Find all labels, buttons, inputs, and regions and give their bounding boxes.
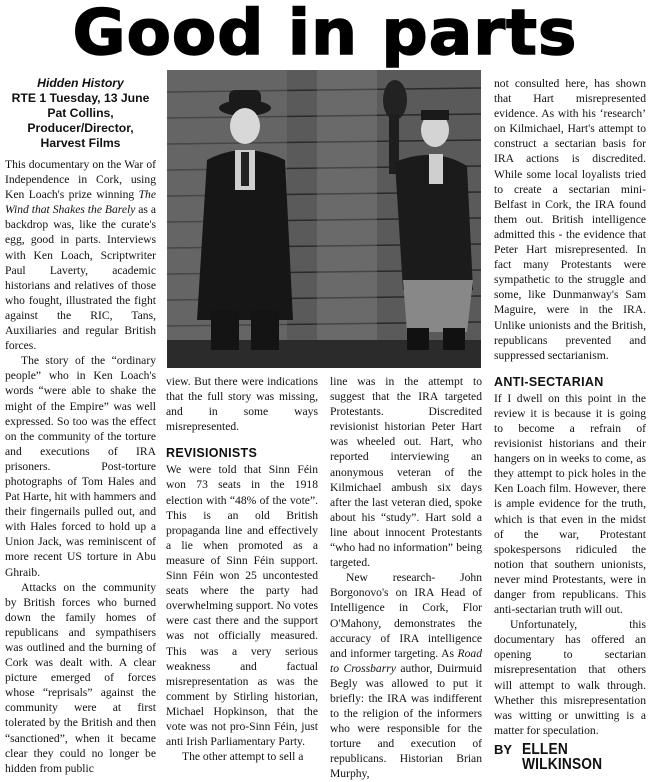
credit-by: BY	[494, 741, 513, 757]
column-2	[166, 374, 318, 764]
paragraph: We were told that Sinn Féin won 73 seats in the 1918 election with “48% of the vote”. This is an old British propaganda line and effectively a lie when promoted as a measure of Sinn Féin support. Sinn Féin won 25 uncontested seats where the party had overwhelming support. No votes were cast there and the support was not officially measured. This was a very serious weakness and factual misrepresentation as was the comment by Stirling historian, Michael Hopkinson, that the vote was not pro-Sinn Féin, just anti Irish Parliamentary Party.	[166, 463, 318, 749]
paragraph: If I dwell on this point in the review it is because it is going to become a refrain of revisionist historians and their hangers on in weeks to come, as they attempt to pick holes in the Ken Loach film. However, there is ample evidence for the truth, which is that even in the midst of the war, Protestant spokespersons ridiculed the notion that southern unionists, never mind Protestants, were in danger from republicans. This anti-sectarian truth will out.	[494, 391, 646, 617]
paragraph: view. But there were indications that the full story was missing, and in some ways misrepresented.	[166, 375, 318, 434]
producer-role: Producer/Director,	[27, 121, 134, 135]
paragraph: not consulted here, has shown that Hart misrepresented evidence. As with his ‘research’ on Kilmichael, Hart's attempt to construct a sectarian basis for IRA actions is discredited. While some local loyalists tried to create a sectarian mini-Belfast in Cork, the IRA found them out. British intelligence admitted this - the evidence that Peter Hart misrepresented. In fact many Protestants were sympathetic to the struggle and some, like Dunmanway's Sam Maguire, were in the IRA. Unlike unionists and the British, republicans prevented and suppressed sectarianism.	[494, 77, 646, 362]
paragraph	[330, 570, 482, 781]
column-3	[330, 374, 482, 782]
headline: Good in parts	[72, 0, 578, 69]
column-4	[494, 76, 646, 772]
paragraph	[5, 157, 156, 353]
production-company: Harvest Films	[40, 136, 121, 150]
book-title: Road to Crossbarry	[330, 646, 482, 675]
producer-name: Pat Collins,	[47, 106, 114, 120]
paragraph: Unfortunately, this documentary has offered an opening to sectarian misrepresentation that others will attempt to walk through. Whether this misrepresentation was witting or unwitting is a matter for speculation.	[494, 618, 646, 737]
broadcast-info: RTE 1 Tuesday, 13 June	[11, 91, 150, 105]
subheading-anti-sectarian: ANTI-SECTARIAN	[494, 374, 604, 389]
text-run: as a backdrop was, like the curate's egg, good in parts. Interviews with Ken Loach, Scriptwriter Paul Laverty, academic historians and relatives of those who fought, illustrated the fight against the RIC, Tans, Auxiliaries and regular British forces.	[5, 203, 156, 353]
text-run: author, Duirmuid Begly was allowed to put it briefly: the IRA was indifferent to the religion of the informers who were responsible for the torture and execution of republicans. Historian Brian Murphy,	[330, 661, 482, 781]
paragraph: Attacks on the community by British forces who burned down the family homes of republicans and sympathisers was outlined and the burning of Cork was dealt with. A clear picture emerged of forces whose “reprisals” against the community were at first tolerated by the British and then “sanctioned”, when it became clear they could no longer be hidden from public	[5, 580, 156, 775]
series-title: Hidden History	[37, 76, 124, 90]
paragraph: line was in the attempt to suggest that the IRA targeted Protestants. Discredited revisionist historian Peter Hart was wheeled out. Hart, who reported interviewing an anonymous veteran of the Kilmichael ambush six days after the last veteran died, spoke about his “study”. Hart sold a line about innocent Protestants “who had no information” being targeted.	[330, 375, 482, 570]
review-meta	[5, 76, 156, 151]
paragraph: The story of the “ordinary people” who in Ken Loach's words “were able to shake the might of the Empire” was well expressed. So too was the effect on the community of the torture and executions of IRA prisoners. Post-torture photographs of Tom Hales and Pat Harte, hit with hammers and their fingernails pulled out, and with Hales forced to hold up a Union Jack, was reminiscent of more recent US torture in Abu Ghraib.	[5, 354, 156, 579]
film-title: The Wind that Shakes the Barely	[5, 188, 156, 217]
subheading-revisionists: REVISIONISTS	[166, 446, 258, 461]
paragraph: The other attempt to sell a	[182, 750, 304, 764]
historical-photo	[167, 70, 481, 368]
text-run: This documentary on the War of Independence in Cork, using Ken Loach's prize winning	[5, 158, 156, 202]
column-1	[5, 76, 156, 776]
text-run: New research- John Borgonovo's on IRA Head of Intelligence in Cork, Flor O'Mahony, demonstrates the accuracy of IRA intelligence and informer targeting. As	[330, 571, 482, 660]
author-name: ELLEN WILKINSON	[522, 740, 603, 774]
